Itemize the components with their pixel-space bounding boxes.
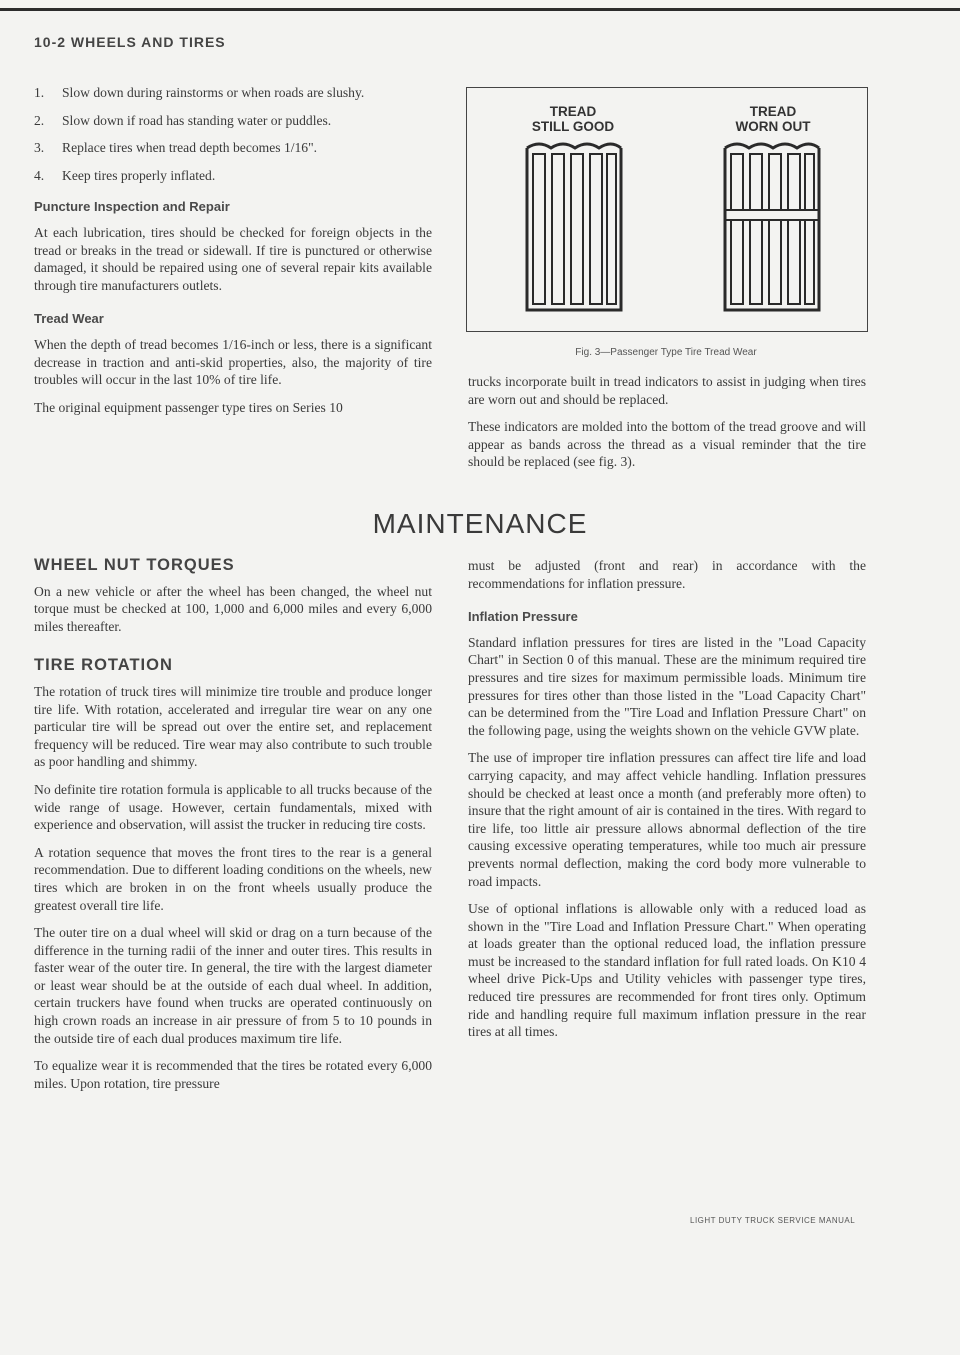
list-item-text: Slow down during rainstorms or when roads are slushy. (62, 85, 365, 100)
tread-good-label-line2: STILL GOOD (531, 119, 615, 134)
driving-tips-list (34, 84, 432, 184)
inflation-paragraph: Standard inflation pressures for tires are listed in the "Load Capacity Chart" in Section 0 of this manual. These are the minimum required tire pressures and tire sizes for maximum permissible loads. Minimum tire pressures for tires other than those listed in the "Load Capacity Chart" can be determined from the "Tire Load and Inflation Pressure Chart" on the following page, using the weights shown on the vehicle GVW plate. (468, 634, 866, 738)
tread-wear-heading: Tread Wear (34, 311, 104, 327)
tread-worn-label-line1: TREAD (749, 104, 797, 119)
wheel-nut-paragraph: On a new vehicle or after the wheel has been changed, the wheel nut torque must be checked at 100, 1,000 and 6,000 miles and every 6,000 miles thereafter. (34, 583, 432, 634)
tread-wear-paragraph: trucks incorporate built in tread indicators to assist in judging when tires are worn out and should be replaced. (468, 374, 866, 407)
figure-caption: Fig. 3—Passenger Type Tire Tread Wear (575, 347, 757, 358)
inflation-paragraph: Use of optional inflations is allowable only with a reduced load as shown in the "Tire Load and Inflation Pressure Chart." When operating at loads greater than the optional reduced load, the inflation pressure must be increased to the standard inflation for full rated loads. On K10 4 wheel drive Pick-Ups and Utility vehicles with passenger type tires, reduced tire pressures are recommended for front tires only. Optimum ride and handling require full maximum inflation pressure in the rear tires at all times. (468, 901, 866, 1040)
tire-rotation-paragraph: To equalize wear it is recommended that the tires be rotated every 6,000 miles. Upon rotation, tire pressure (34, 1058, 432, 1091)
tread-good-label (503, 104, 643, 134)
tread-wear-paragraph: The original equipment passenger type tires on Series 10 (34, 399, 343, 415)
tread-worn-illustration (717, 138, 827, 318)
section-title: MAINTENANCE (372, 508, 588, 539)
tread-good-illustration (519, 138, 629, 318)
list-item-text: Keep tires properly inflated. (62, 167, 216, 183)
tire-rotation-paragraph: The rotation of truck tires will minimize tire trouble and produce longer tire life. With rotation, accelerated and irregular tire wear on any one particular tire will be spread out over the entire set, and replacement frequency will be reduced. Tire wear may also contribute to such trouble as poor handling and shimmy. (34, 683, 432, 770)
wheel-nut-heading: WHEEL NUT TORQUES (34, 556, 235, 574)
tire-rotation-paragraph: must be adjusted (front and rear) in accordance with the recommendations for inflation pressure. (468, 558, 866, 591)
tire-rotation-paragraph: The outer tire on a dual wheel will skid or drag on a turn because of the difference in the turning radii of the inner and outer tires. This results in faster wear of the outer tire. In general, the tire with the largest diameter or least wear should be at the outside of each dual wheel. In addition, certain truckers have found when trucks are operated continuously on high crown roads an increase in air pressure of from 5 to 10 pounds in the outside tire of each dual produces maximum tire life. (34, 925, 432, 1046)
list-item (34, 84, 432, 102)
page-header: 10-2 WHEELS AND TIRES (34, 34, 226, 50)
list-item (34, 112, 432, 130)
inflation-paragraph: The use of improper tire inflation pressures can affect tire life and load carrying capacity, and may affect vehicle handling. Inflation pressures should be checked at least once a month (and preferably more often) to insure that the right amount of air is contained in the tires. With regard to tire life, too little air pressure allows abnormal deflection of the tire causing excessive operating temperatures, while too much air pressure prevents normal deflection, making the cord body more vulnerable to road impacts. (468, 750, 866, 889)
tread-worn-label-line2: WORN OUT (735, 119, 811, 134)
tread-wear-paragraph: These indicators are molded into the bottom of the tread groove and will appear as bands across the thread as a visual reminder that the tire should be replaced (see fig. 3). (468, 419, 866, 470)
list-item-number: 1. (34, 85, 45, 100)
list-item-number: 4. (34, 167, 45, 183)
tire-rotation-paragraph: A rotation sequence that moves the front tires to the rear is a general recommendation. Due to different loading conditions on the wheels, new tires which are broken in on the front wheels usually produce the greatest overall tire life. (34, 844, 432, 913)
tire-rotation-heading: TIRE ROTATION (34, 656, 173, 675)
puncture-heading: Puncture Inspection and Repair (34, 199, 230, 215)
tread-good-label-line1: TREAD (549, 104, 597, 119)
bottom-right-column (468, 557, 866, 1051)
list-item-text: Slow down if road has standing water or puddles. (62, 112, 332, 128)
bottom-left-column (34, 557, 432, 1102)
tread-wear-paragraph: When the depth of tread becomes 1/16-inch or less, there is a significant decrease in traction and anti-skid properties, also, the majority of tire troubles will occur in the last 10% of tire life. (34, 336, 432, 388)
list-item (34, 167, 432, 185)
list-item (34, 139, 432, 157)
puncture-paragraph: At each lubrication, tires should be checked for foreign objects in the tread or breaks in the tread or sidewall. If tire is punctured or otherwise damaged, it should be repaired using one of several repair kits available through tire manufacturers outlets. (34, 224, 432, 293)
top-rule (0, 8, 960, 11)
list-item-text: Replace tires when tread depth becomes 1/16". (62, 140, 318, 156)
tread-wear-figure (466, 87, 868, 332)
list-item-number: 3. (34, 140, 45, 156)
top-left-column (34, 84, 432, 426)
page-footer: LIGHT DUTY TRUCK SERVICE MANUAL (690, 1216, 856, 1225)
list-item-number: 2. (34, 112, 45, 128)
inflation-heading: Inflation Pressure (468, 609, 578, 625)
tread-worn-label (703, 104, 843, 134)
tire-rotation-paragraph: No definite tire rotation formula is applicable to all trucks because of the wide range of usage. However, certain fundamentals, mixed with experience and observation, will assist the trucker in reducing tire costs. (34, 781, 432, 833)
top-right-column (468, 373, 866, 481)
